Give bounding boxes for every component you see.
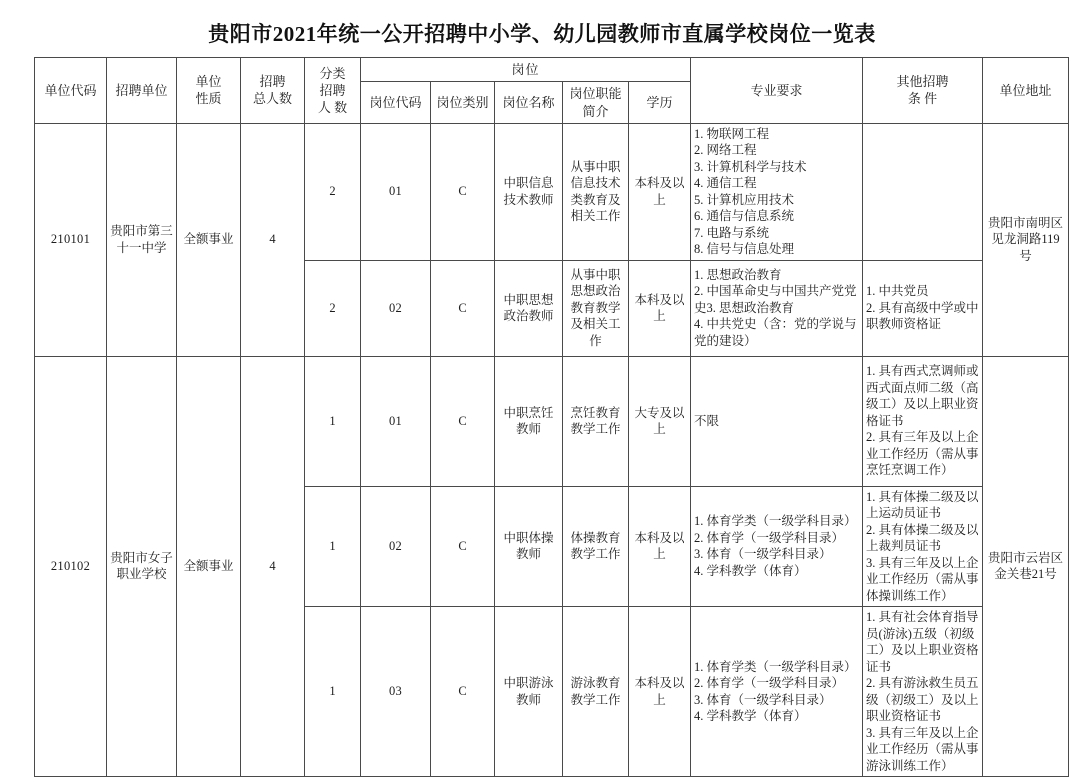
cell-class-count: 1 [305,607,361,777]
list-item: 2. 体育学（一级学科目录） [694,530,845,545]
cell-education: 本科及以上 [629,607,691,777]
list-item: 1. 具有社会体育指导员(游泳)五级（初级工）及以上职业资格证书 [866,610,979,674]
list-item: 2. 具有高级中学或中职教师资格证 [866,300,979,332]
cell-post-code: 03 [361,607,431,777]
header-post-duty-line1: 岗位职能 [569,86,622,102]
header-post-code: 岗位代码 [361,82,431,123]
cell-other-conditions [863,607,983,777]
list-item: 1. 物联网工程 [694,126,770,141]
job-positions-table [34,57,1069,777]
cell-major-requirement [691,486,863,607]
cell-post-category: C [431,486,495,607]
table-header [35,58,1069,123]
cell-major-requirement [691,260,863,356]
list-item: 4. 中共党史（含：党的学说与党的建设） [694,317,857,348]
header-post-duty [563,82,629,123]
list-item: 不限 [694,413,720,428]
header-unit-nature-line1: 单位 [195,74,222,90]
cell-post-category: C [431,607,495,777]
cell-post-name: 中职游泳教师 [495,607,563,777]
list-item: 2. 中国革命史与中国共产党党史3. 思想政治教育 [694,284,857,315]
header-post-name: 岗位名称 [495,82,563,123]
list-item: 1. 具有体操二级及以上运动员证书 [866,489,979,521]
cell-education: 本科及以上 [629,123,691,260]
cell-unit-nature: 全额事业 [177,356,241,777]
header-unit-nature-line2: 性质 [195,91,222,107]
list-item: 4. 学科教学（体育） [694,709,807,724]
header-unit-address: 单位地址 [983,58,1069,123]
header-total-count-line2: 总人数 [252,91,292,107]
header-total-count [241,58,305,123]
list-item: 1. 具有西式烹调师或西式面点师二级（高级工）及以上职业资格证书 [866,364,979,428]
header-other-conditions-line2: 条 件 [907,91,938,107]
cell-recruit-unit: 贵阳市女子职业学校 [107,356,177,777]
cell-education: 本科及以上 [629,486,691,607]
list-item: 4. 学科教学（体育） [694,563,807,578]
cell-class-count: 1 [305,486,361,607]
header-class-count-line2: 招聘 [319,82,346,98]
cell-major-requirement [691,356,863,486]
cell-other-conditions [863,123,983,260]
cell-unit-code: 210102 [35,356,107,777]
cell-class-count: 2 [305,260,361,356]
cell-post-name: 中职思想政治教师 [495,260,563,356]
page-title: 贵阳市2021年统一公开招聘中小学、幼儿园教师市直属学校岗位一览表 [208,22,876,46]
list-item: 6. 通信与信息系统 [694,209,795,224]
cell-post-code: 02 [361,486,431,607]
cell-unit-code: 210101 [35,123,107,356]
list-item: 1. 体育学类（一级学科目录） [694,514,857,529]
cell-other-conditions [863,260,983,356]
cell-post-code: 02 [361,260,431,356]
cell-post-category: C [431,123,495,260]
list-item: 1. 中共党员 [866,284,929,299]
list-item: 8. 信号与信息处理 [694,242,795,257]
cell-total-count: 4 [241,356,305,777]
header-recruit-unit: 招聘单位 [107,58,177,123]
cell-total-count: 4 [241,123,305,356]
list-item: 2. 具有游泳救生员五级（初级工）及以上职业资格证书 [866,676,979,724]
cell-other-conditions [863,356,983,486]
list-item: 3. 计算机科学与技术 [694,159,807,174]
cell-major-requirement [691,607,863,777]
header-education: 学历 [629,82,691,123]
cell-other-conditions [863,486,983,607]
cell-unit-address: 贵阳市云岩区金关巷21号 [983,356,1069,777]
list-item: 3. 具有三年及以上企业工作经历（需从事游泳训练工作） [866,725,979,773]
cell-post-duty: 从事中职信息技术类教育及相关工作 [563,123,629,260]
cell-unit-nature: 全额事业 [177,123,241,356]
list-item: 3. 体育（一级学科目录） [694,547,832,562]
cell-post-code: 01 [361,356,431,486]
header-unit-code: 单位代码 [35,58,107,123]
header-post-category: 岗位类别 [431,82,495,123]
list-item: 1. 体育学类（一级学科目录） [694,659,857,674]
cell-major-requirement [691,123,863,260]
header-class-count-line3: 人 数 [317,100,348,115]
table-row [35,356,1069,486]
list-item: 1. 思想政治教育 [694,267,782,282]
header-other-conditions [863,58,983,123]
cell-post-duty: 从事中职思想政治教育教学及相关工作 [563,260,629,356]
header-major-requirement: 专业要求 [691,58,863,123]
list-item: 4. 通信工程 [694,176,757,191]
cell-post-name: 中职烹饪教师 [495,356,563,486]
list-item: 2. 网络工程 [694,143,757,158]
header-class-count [305,58,361,123]
table-row [35,123,1069,260]
header-unit-nature [177,58,241,123]
header-total-count-line1: 招聘 [259,74,286,90]
cell-post-duty: 烹饪教育教学工作 [563,356,629,486]
cell-class-count: 2 [305,123,361,260]
list-item: 2. 具有三年及以上企业工作经历（需从事烹饪烹调工作） [866,430,979,478]
cell-education: 本科及以上 [629,260,691,356]
header-class-count-line1: 分类 [319,65,346,81]
list-item: 2. 具有体操二级及以上裁判员证书 [866,522,979,554]
cell-education: 大专及以上 [629,356,691,486]
list-item: 3. 具有三年及以上企业工作经历（需从事体操训练工作） [866,555,979,603]
cell-post-duty: 游泳教育教学工作 [563,607,629,777]
list-item: 5. 计算机应用技术 [694,192,795,207]
cell-post-duty: 体操教育教学工作 [563,486,629,607]
cell-post-category: C [431,356,495,486]
cell-class-count: 1 [305,356,361,486]
header-post-group: 岗位 [361,58,691,82]
cell-post-code: 01 [361,123,431,260]
cell-post-category: C [431,260,495,356]
cell-recruit-unit: 贵阳市第三十一中学 [107,123,177,356]
list-item: 2. 体育学（一级学科目录） [694,676,845,691]
list-item: 3. 体育（一级学科目录） [694,692,832,707]
list-item: 7. 电路与系统 [694,225,770,240]
header-other-conditions-line1: 其他招聘 [896,74,949,90]
header-post-duty-line2: 简介 [582,103,609,119]
header-row-top [35,58,1069,82]
cell-post-name: 中职信息技术教师 [495,123,563,260]
cell-post-name: 中职体操教师 [495,486,563,607]
table-body [35,123,1069,777]
cell-unit-address: 贵阳市南明区见龙洞路119号 [983,123,1069,356]
